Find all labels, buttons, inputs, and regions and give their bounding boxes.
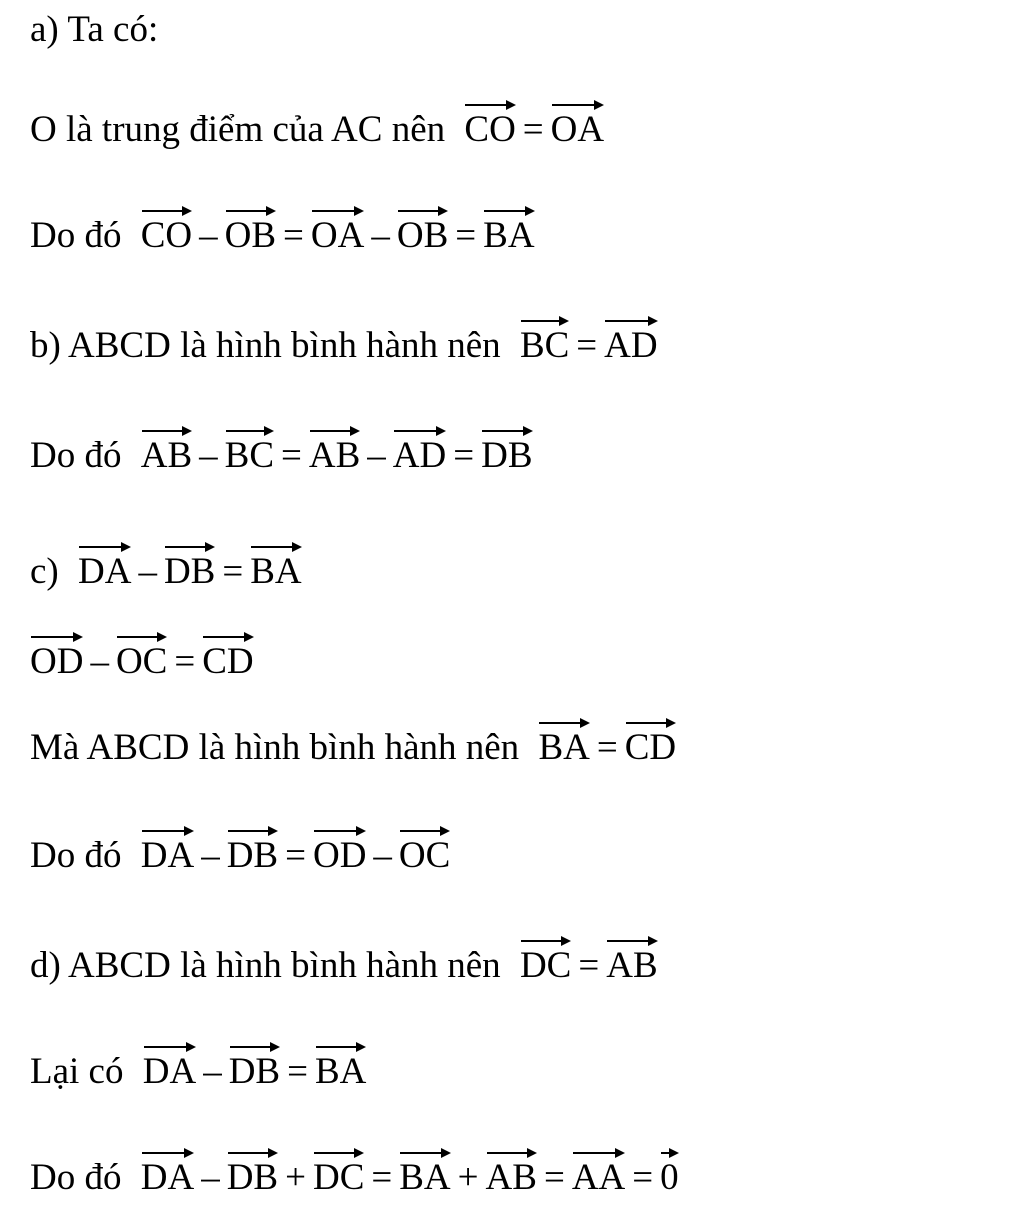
line-a-intro: [30, 8, 168, 52]
math-operator: –: [371, 215, 390, 256]
math-operator: –: [199, 215, 218, 256]
vector-symbol: AB: [486, 1152, 537, 1200]
line-text: b) ABCD là hình bình hành nên: [30, 325, 501, 366]
line-a-midpoint: [30, 104, 604, 152]
vector-symbol: DC: [520, 940, 571, 988]
line-b-parallelogram: [30, 320, 658, 368]
vector-symbol: AD: [604, 320, 657, 368]
math-operator: =: [281, 435, 302, 476]
line-formula: [520, 320, 658, 368]
math-operator: –: [201, 1157, 220, 1198]
vector-symbol: OB: [397, 210, 448, 258]
vector-symbol: DA: [141, 830, 194, 878]
line-formula: [141, 830, 451, 878]
line-formula: [141, 430, 533, 478]
vector-symbol: OA: [311, 210, 364, 258]
line-formula: [30, 636, 254, 684]
math-operator: +: [457, 1157, 479, 1198]
vector-symbol: DB: [229, 1046, 280, 1094]
vector-symbol: DA: [141, 1152, 194, 1200]
line-formula: [78, 546, 302, 594]
vector-symbol: DA: [78, 546, 131, 594]
math-operator: =: [578, 945, 600, 986]
line-c-second: [30, 636, 254, 684]
line-d-result: [30, 1152, 679, 1200]
math-operator: =: [287, 1051, 308, 1092]
line-text: d) ABCD là hình bình hành nên: [30, 945, 501, 986]
vector-symbol: OC: [116, 636, 167, 684]
math-operator: –: [199, 435, 218, 476]
vector-symbol: AB: [606, 940, 657, 988]
vector-symbol: DB: [481, 430, 532, 478]
line-formula: [520, 940, 658, 988]
vector-symbol: OB: [225, 210, 276, 258]
vector-symbol: DC: [313, 1152, 364, 1200]
math-operator: +: [285, 1157, 306, 1198]
line-text: Do đó: [30, 1157, 122, 1198]
line-text: O là trung điểm của AC nên: [30, 109, 446, 150]
math-operator: =: [543, 1157, 565, 1198]
vector-symbol: OD: [313, 830, 366, 878]
vector-symbol: CO: [464, 104, 515, 152]
math-operator: =: [522, 109, 544, 150]
vector-symbol: CO: [141, 210, 192, 258]
vector-symbol: DB: [164, 546, 215, 594]
math-operator: =: [576, 325, 598, 366]
math-operator: –: [367, 435, 386, 476]
math-operator: =: [371, 1157, 393, 1198]
vector-symbol: DB: [227, 830, 278, 878]
math-operator: =: [174, 641, 196, 682]
line-c-result: [30, 830, 450, 878]
vector-symbol: AA: [572, 1152, 625, 1200]
line-text: Lại có: [30, 1051, 124, 1092]
vector-symbol: BA: [250, 546, 301, 594]
vector-symbol: OA: [551, 104, 604, 152]
vector-symbol: DA: [143, 1046, 196, 1094]
line-text: c): [30, 551, 59, 592]
line-text: a) Ta có:: [30, 9, 159, 50]
math-operator: =: [283, 215, 304, 256]
math-operator: =: [222, 551, 244, 592]
math-operator: –: [201, 835, 220, 876]
vector-symbol: BA: [483, 210, 534, 258]
math-operator: –: [138, 551, 157, 592]
line-a-result: [30, 210, 535, 258]
vector-symbol: BA: [538, 722, 589, 770]
line-formula: [141, 1152, 679, 1200]
vector-symbol: BC: [225, 430, 274, 478]
math-operator: –: [203, 1051, 222, 1092]
vector-symbol: 0: [660, 1152, 679, 1200]
math-operator: =: [453, 435, 475, 476]
vector-symbol: DB: [227, 1152, 278, 1200]
vector-symbol: AB: [141, 430, 192, 478]
line-c-parallelogram: [30, 722, 676, 770]
line-formula: [464, 104, 604, 152]
line-text: Mà ABCD là hình bình hành nên: [30, 727, 520, 768]
math-operator: =: [632, 1157, 654, 1198]
line-formula: [143, 1046, 367, 1094]
line-d-parallelogram: [30, 940, 658, 988]
math-operator: –: [90, 641, 109, 682]
vector-symbol: AB: [309, 430, 360, 478]
line-text: Do đó: [30, 215, 122, 256]
line-text: Do đó: [30, 435, 122, 476]
line-c-first: [30, 546, 302, 594]
math-operator: =: [285, 835, 306, 876]
vector-symbol: BA: [399, 1152, 450, 1200]
vector-symbol: CD: [625, 722, 676, 770]
vector-symbol: CD: [202, 636, 253, 684]
vector-symbol: AD: [393, 430, 446, 478]
line-text: Do đó: [30, 835, 122, 876]
math-operator: =: [596, 727, 618, 768]
line-formula: [141, 210, 535, 258]
line-b-result: [30, 430, 533, 478]
vector-symbol: BC: [520, 320, 569, 368]
vector-symbol: BA: [315, 1046, 366, 1094]
math-operator: =: [455, 215, 477, 256]
vector-symbol: OD: [30, 636, 83, 684]
line-formula: [538, 722, 676, 770]
vector-symbol: OC: [399, 830, 450, 878]
line-d-also: [30, 1046, 366, 1094]
math-operator: –: [373, 835, 392, 876]
